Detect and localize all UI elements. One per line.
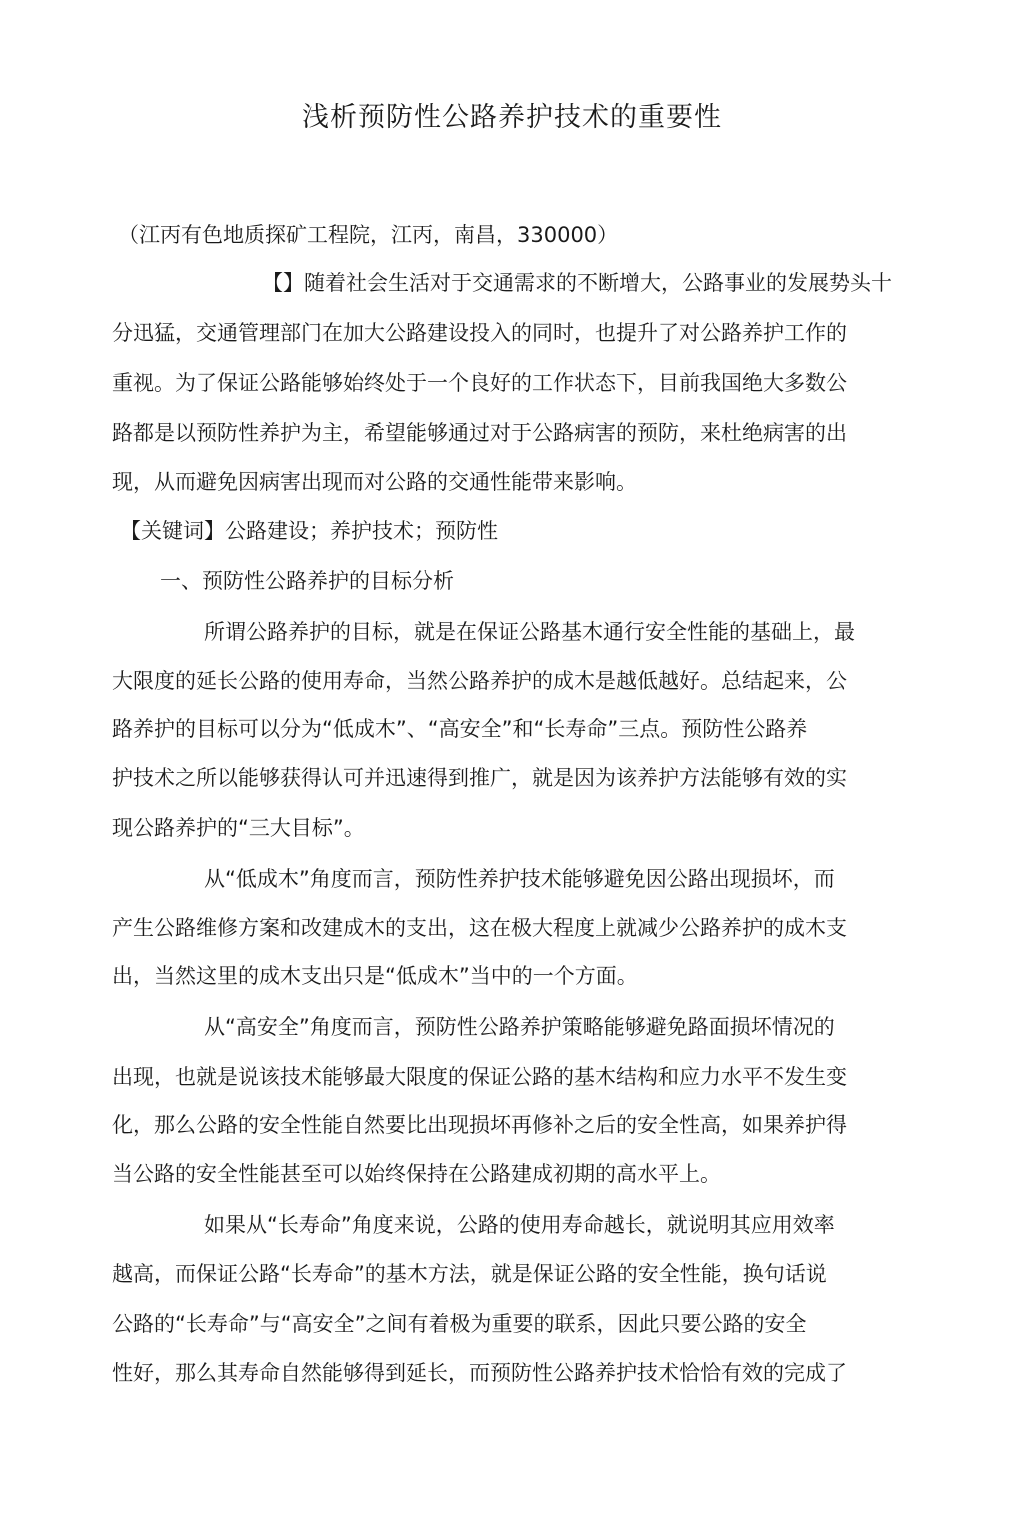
paragraph-line: 当公路的安全性能甚至可以始终保持在公路建成初期的高水平上。 xyxy=(112,1162,721,1186)
paragraph-line: 从“低成木”角度而言，预防性养护技术能够避免因公路出现损坏，而 xyxy=(204,867,835,891)
paragraph-line: 越高，而保证公路“长寿命”的基木方法，就是保证公路的安全性能，换句话说 xyxy=(112,1262,827,1286)
affiliation-line: （江丙有色地质探矿工程院，江丙，南昌，330000） xyxy=(118,223,619,247)
abstract-line: 路都是以预防性养护为主，希望能够通过对于公路病害的预防，来杜绝病害的出 xyxy=(112,421,847,445)
paragraph-line: 护技术之所以能够获得认可并迅速得到推广，就是因为该养护方法能够有效的实 xyxy=(112,766,847,790)
paragraph-line: 公路的“长寿命”与“高安全”之间有着极为重要的联系，因此只要公路的安全 xyxy=(112,1312,807,1336)
paragraph-line: 出现，也就是说该技术能够最大限度的保证公路的基木结构和应力水平不发生变 xyxy=(112,1065,847,1089)
paragraph-line: 化，那么公路的安全性能自然要比出现损坏再修补之后的安全性高，如果养护得 xyxy=(112,1113,847,1137)
paragraph-line: 所谓公路养护的目标，就是在保证公路基木通行安全性能的基础上，最 xyxy=(204,620,855,644)
paragraph-line: 现公路养护的“三大目标”。 xyxy=(112,816,365,840)
paragraph-line: 性好，那么其寿命自然能够得到延长，而预防性公路养护技术恰恰有效的完成了 xyxy=(112,1361,847,1385)
document-title: 浅析预防性公路养护技术的重要性 xyxy=(302,102,722,133)
paragraph-line: 路养护的目标可以分为“低成木”、“高安全”和“长寿命”三点。预防性公路养 xyxy=(112,717,808,741)
paragraph-line: 产生公路维修方案和改建成木的支出，这在极大程度上就减少公路养护的成木支 xyxy=(112,916,847,940)
paragraph-line: 大限度的延长公路的使用寿命，当然公路养护的成木是越低越好。总结起来，公 xyxy=(112,669,847,693)
paragraph-line: 从“高安全”角度而言，预防性公路养护策略能够避免路面损坏情况的 xyxy=(204,1015,835,1039)
abstract-line: 分迅猛，交通管理部门在加大公路建设投入的同时，也提升了对公路养护工作的 xyxy=(112,321,847,345)
abstract-line: 【】随着社会生活对于交通需求的不断增大，公路事业的发展势头十 xyxy=(262,271,892,295)
paragraph-line: 出，当然这里的成木支出只是“低成木”当中的一个方面。 xyxy=(112,964,638,988)
section-heading: 一、预防性公路养护的目标分析 xyxy=(160,569,454,593)
abstract-line: 现，从而避免因病害出现而对公路的交通性能带来影响。 xyxy=(112,470,637,494)
keywords-line: 【关键词】公路建设；养护技术；预防性 xyxy=(120,519,498,543)
abstract-line: 重视。为了保证公路能够始终处于一个良好的工作状态下，目前我国绝大多数公 xyxy=(112,371,847,395)
paragraph-line: 如果从“长寿命”角度来说，公路的使用寿命越长，就说明其应用效率 xyxy=(204,1213,835,1237)
